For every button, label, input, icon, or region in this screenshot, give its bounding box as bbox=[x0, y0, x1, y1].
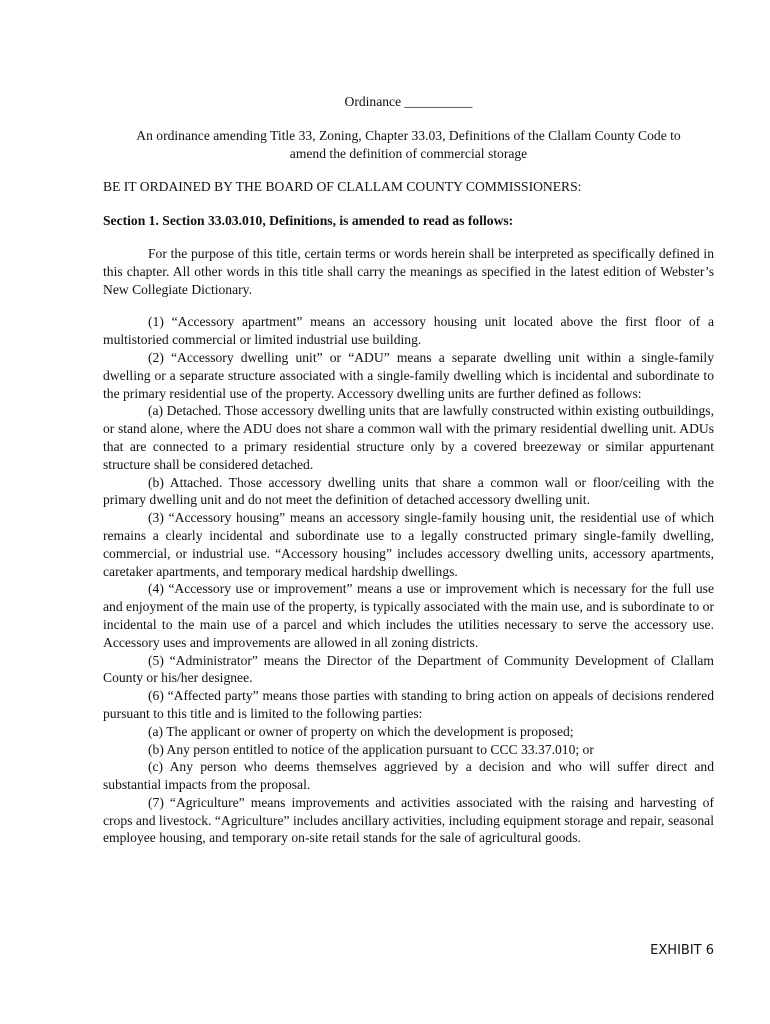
definition-paragraph: (b) Attached. Those accessory dwelling units that share a common wall or floor/ceiling with the primary dwelling unit and do not meet the definition of detached accessory dwelling unit. bbox=[103, 474, 714, 508]
definition-paragraph: (3) “Accessory housing” means an accessory single-family housing unit, the residential use of which remains a clearly incidental and subordinate use to a legally constructed primary single-family dwelling, commercial, or industrial use. “Accessory housing” includes accessory dwelling units, accessory apartments, caretaker apartments, and temporary medical hardship dwellings. bbox=[103, 510, 714, 579]
intro-paragraph: For the purpose of this title, certain terms or words herein shall be interpreted as specifically defined in this chapter. All other words in this title shall carry the meanings as specified in the latest edition of Webster’s New Collegiate Dictionary. bbox=[103, 245, 714, 297]
section-heading: Section 1. Section 33.03.010, Definitions, is amended to read as follows: bbox=[103, 213, 514, 229]
definition-paragraph: (a) Detached. Those accessory dwelling units that are lawfully constructed within existing outbuildings, or stand alone, where the ADU does not share a common wall with the primary residential dwelling unit. ADUs that are connected to a primary residential structure only by a covered breezeway or similar appurtenant structure shall be considered detached. bbox=[103, 403, 714, 472]
definition-paragraph: (c) Any person who deems themselves aggrieved by a decision and who will suffer direct and substantial impacts from the proposal. bbox=[103, 759, 714, 793]
subtitle-line-2: amend the definition of commercial storage bbox=[289, 145, 528, 161]
definition-paragraph: (7) “Agriculture” means improvements and activities associated with the raising and harvesting of crops and livestock. “Agriculture” includes ancillary activities, including equipment storage and repair, seasonal employee housing, and temporary on-site retail stands for the sale of agricultural goods. bbox=[103, 794, 714, 846]
definition-paragraph: (b) Any person entitled to notice of the application pursuant to CCC 33.37.010; or bbox=[148, 741, 594, 757]
definition-paragraph: (a) The applicant or owner of property on which the development is proposed; bbox=[148, 723, 574, 739]
subtitle-line-1: An ordinance amending Title 33, Zoning, Chapter 33.03, Definitions of the Clallam County Code to bbox=[136, 127, 681, 143]
definition-paragraph: (1) “Accessory apartment” means an accessory housing unit located above the first floor of a multistoried commercial or limited industrial use building. bbox=[103, 314, 714, 348]
enactment-clause: BE IT ORDAINED BY THE BOARD OF CLALLAM COUNTY COMMISSIONERS: bbox=[103, 179, 582, 195]
ordinance-subtitle bbox=[103, 127, 714, 163]
ordinance-title: Ordinance __________ bbox=[344, 94, 473, 109]
definition-paragraph: (4) “Accessory use or improvement” means a use or improvement which is necessary for the full use and enjoyment of the main use of the property, is typically associated with the main use, and is subordinate to or incidental to the main use of a parcel and which includes the utilities necessary to serve the accessory use. Accessory uses and improvements are allowed in all zoning districts. bbox=[103, 581, 714, 650]
definition-paragraph: (5) “Administrator” means the Director of the Department of Community Development of Clallam County or his/her designee. bbox=[103, 652, 714, 686]
exhibit-label: EXHIBIT 6 bbox=[650, 943, 714, 958]
definitions-list bbox=[103, 313, 714, 847]
document-body bbox=[103, 93, 714, 847]
definition-paragraph: (2) “Accessory dwelling unit” or “ADU” means a separate dwelling unit within a single-family dwelling or a separate structure associated with a single-family dwelling which is incidental and subordinate to the primary residential use of the property. Accessory dwelling units are further defined as follows: bbox=[103, 349, 714, 401]
definition-paragraph: (6) “Affected party” means those parties with standing to bring action on appeals of decisions rendered pursuant to this title and is limited to the following parties: bbox=[103, 688, 714, 721]
